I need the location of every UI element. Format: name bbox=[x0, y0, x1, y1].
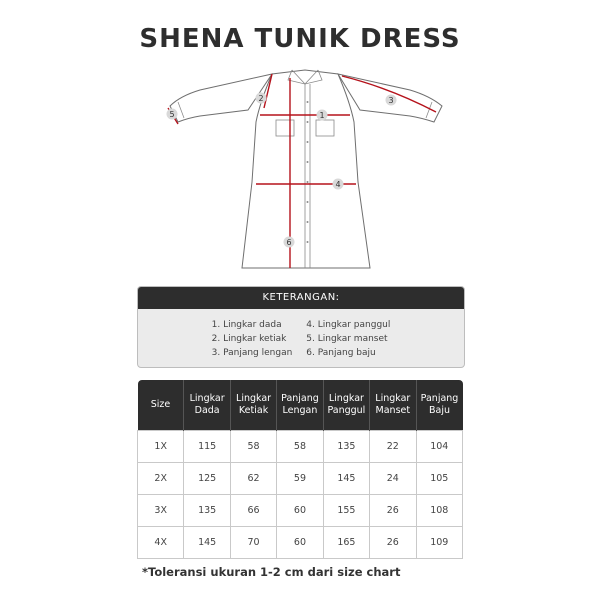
table-cell: 145 bbox=[323, 463, 369, 495]
legend-heading: KETERANGAN: bbox=[138, 287, 464, 309]
table-cell: 115 bbox=[184, 431, 230, 463]
table-cell: 125 bbox=[184, 463, 230, 495]
legend-item: 3. Panjang lengan bbox=[211, 348, 293, 358]
table-row bbox=[138, 527, 463, 559]
marker-5: 5 bbox=[169, 110, 175, 119]
legend-box bbox=[137, 286, 465, 368]
table-cell: 165 bbox=[323, 527, 369, 559]
tolerance-note: *Toleransi ukuran 1-2 cm dari size chart bbox=[142, 565, 401, 579]
header-lingkar-dada: Lingkar Dada bbox=[184, 380, 230, 431]
table-cell: 105 bbox=[416, 463, 462, 495]
header-size: Size bbox=[138, 380, 184, 431]
marker-4: 4 bbox=[335, 180, 341, 189]
table-cell: 135 bbox=[323, 431, 369, 463]
table-cell: 26 bbox=[370, 495, 416, 527]
table-cell: 24 bbox=[370, 463, 416, 495]
legend-item: 5. Lingkar manset bbox=[306, 334, 388, 344]
table-row bbox=[138, 463, 463, 495]
header-lingkar-ketiak: Lingkar Ketiak bbox=[230, 380, 276, 431]
table-cell: 109 bbox=[416, 527, 462, 559]
table-cell: 58 bbox=[277, 431, 323, 463]
table-cell: 4X bbox=[138, 527, 184, 559]
marker-3: 3 bbox=[388, 96, 394, 105]
table-cell: 1X bbox=[138, 431, 184, 463]
legend-item: 2. Lingkar ketiak bbox=[211, 334, 287, 344]
table-cell: 104 bbox=[416, 431, 462, 463]
table-cell: 70 bbox=[230, 527, 276, 559]
table-cell: 62 bbox=[230, 463, 276, 495]
table-cell: 60 bbox=[277, 527, 323, 559]
legend-column-left bbox=[212, 318, 293, 360]
table-row bbox=[138, 495, 463, 527]
table-cell: 60 bbox=[277, 495, 323, 527]
marker-1: 1 bbox=[319, 111, 325, 120]
table-cell: 108 bbox=[416, 495, 462, 527]
marker-6: 6 bbox=[286, 238, 292, 247]
table-cell: 2X bbox=[138, 463, 184, 495]
page-title: SHENA TUNIK DRESS bbox=[139, 24, 461, 54]
header-panjang-lengan: Panjang Lengan bbox=[277, 380, 323, 431]
header-panjang-baju: Panjang Baju bbox=[416, 380, 462, 431]
header-lingkar-manset: Lingkar Manset bbox=[370, 380, 416, 431]
table-cell: 3X bbox=[138, 495, 184, 527]
legend-column-right bbox=[306, 318, 390, 360]
table-cell: 155 bbox=[323, 495, 369, 527]
table-cell: 66 bbox=[230, 495, 276, 527]
dress-illustration bbox=[160, 62, 450, 282]
legend-item: 4. Lingkar panggul bbox=[306, 320, 391, 330]
table-cell: 58 bbox=[230, 431, 276, 463]
legend-item: 1. Lingkar dada bbox=[211, 320, 282, 330]
marker-2: 2 bbox=[258, 94, 264, 103]
table-cell: 26 bbox=[370, 527, 416, 559]
table-cell: 59 bbox=[277, 463, 323, 495]
table-cell: 22 bbox=[370, 431, 416, 463]
size-chart-table bbox=[137, 380, 463, 559]
table-cell: 135 bbox=[184, 495, 230, 527]
header-lingkar-panggul: Lingkar Panggul bbox=[323, 380, 369, 431]
table-row bbox=[138, 431, 463, 463]
table-header-row bbox=[138, 380, 463, 431]
table-cell: 145 bbox=[184, 527, 230, 559]
legend-item: 6. Panjang baju bbox=[306, 348, 376, 358]
